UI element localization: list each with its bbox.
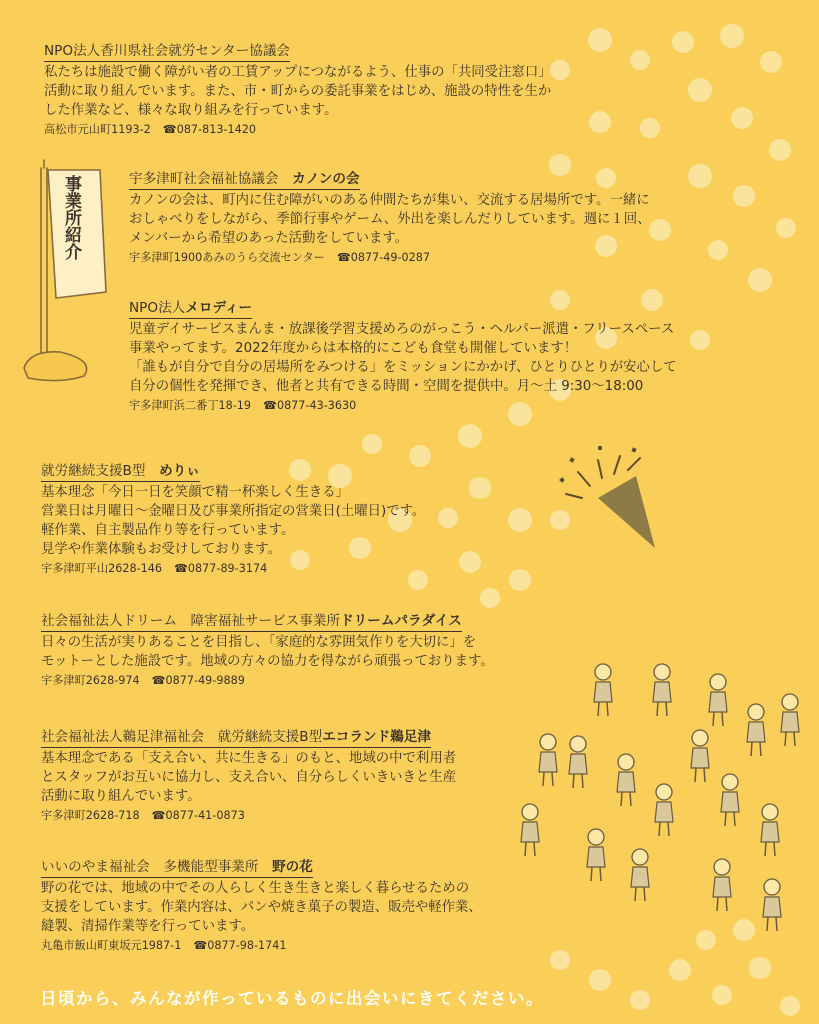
polka-dot [672,31,694,53]
facility-description [41,483,425,559]
description-line: 活動に取り組んでいます。 [41,789,201,804]
facility-description [129,320,677,396]
facility-address: 宇多津町1900あみのうら交流センター [129,251,325,264]
facility-title [129,298,252,319]
polka-dot [458,424,482,448]
facility-contact [41,560,425,577]
facility-phone: ☎0877-41-0873 [151,809,245,822]
facility-contact [129,249,651,266]
description-line: メンバーから希望のあった活動をしています。 [129,231,409,246]
description-line: した作業など、様々な取り組みを行っています。 [44,103,338,118]
polka-dot [669,959,691,981]
description-line: 日々の生活が実りあることを目指し、「家庭的な雰囲気作りを大切に」を [41,635,477,650]
description-line: 「誰もが自分で自分の居場所をみつける」をミッションにかかげ、ひとりひとりが安心して [129,360,677,375]
polka-dot [469,477,491,499]
facility-address: 丸亀市飯山町東坂元1987-1 [41,939,182,952]
polka-dot [630,990,650,1010]
person-figure [721,774,739,826]
facility-entry [41,857,482,954]
party-popper-icon [559,446,655,548]
facility-address: 高松市元山町1193-2 [44,123,151,136]
facility-org: 社会福祉法人ドリーム 障害福祉サービス事業所 [41,613,341,629]
person-figure [781,694,799,746]
description-line: 基本理念「今日一日を笑顔で精一杯楽しく生きる」 [41,485,349,500]
facility-title [41,857,313,878]
facility-description [41,749,456,806]
description-line: カノンの会は、町内に住む障がいのある仲間たちが集い、交流する居場所です。一緒に [129,193,650,208]
description-line: モットーとした施設です。地域の方々の協力を得ながら頑張っております。 [41,654,494,669]
polka-dot [630,50,650,70]
facility-contact [41,672,494,689]
polka-dot [760,51,782,73]
polka-dot [708,240,728,260]
person-figure [713,859,731,911]
description-line: 見学や作業体験もお受けしております。 [41,542,281,557]
description-line: 支援をしています。作業内容は、パンや焼き菓子の製造、販売や軽作業、 [41,900,482,915]
facility-name: 野の花 [272,859,313,875]
polka-dot [640,118,660,138]
polka-dot [690,330,710,350]
facility-phone: ☎0877-49-0287 [336,251,431,264]
polka-dot [748,268,772,292]
polka-dot [720,24,744,48]
polka-dot [780,996,800,1016]
facility-title [41,611,462,632]
facility-contact [41,807,456,824]
polka-dot [362,434,382,454]
description-line: 活動に取り組んでいます。また、市・町からの委託事業をはじめ、施設の特性を生か [44,84,552,99]
person-figure [761,804,779,856]
facility-org: 就労継続支援B型 [41,463,160,479]
facility-org: 宇多津町社会福祉協議会 [129,171,293,187]
facility-phone: ☎087-813-1420 [162,123,256,136]
facility-title [44,41,290,62]
facility-entry [44,41,552,138]
person-figure [587,829,605,881]
facility-description [44,63,552,120]
polka-dot [776,218,796,238]
polka-dot [749,957,771,979]
facility-contact [129,397,677,414]
description-line: 基本理念である「支え合い、共に生きる」のもと、地域の中で利用者 [41,751,457,766]
polka-dot [589,969,611,991]
person-figure [617,754,635,806]
facility-contact [44,121,552,138]
polka-dot [550,510,570,530]
polka-dot [588,28,612,52]
polka-dot [733,919,755,941]
facility-name: ドリームパラダイス [340,613,462,629]
facility-entry [41,611,494,689]
facility-phone: ☎0877-98-1741 [193,939,287,952]
description-line: 自分の個性を発揮でき、他者と共有できる時間・空間を提供中。月～土 9:30～18:00 [129,379,644,394]
description-line: 営業日は月曜日～金曜日及び事業所指定の営業日(土曜日)です。 [41,504,426,519]
polka-dot [550,950,570,970]
person-figure [691,730,709,782]
polka-dot [589,111,611,133]
person-figure [655,784,673,836]
facility-entry [41,461,425,577]
polka-dot [731,107,753,129]
description-line: 児童デイサービスまんま・放課後学習支援めろのがっこう・ヘルパー派遣・フリースペース [129,322,675,337]
polka-dot [550,60,570,80]
person-figure [709,674,727,726]
person-figure [594,664,612,716]
description-line: おしゃべりをしながら、季節行事やゲーム、外出を楽しんだりしています。週に１回、 [129,212,651,227]
polka-dot [509,569,531,591]
people-crowd-icon [521,664,799,931]
description-line: 私たちは施設で働く障がい者の工賃アップにつながるよう、仕事の「共同受注窓口」 [44,65,552,80]
polka-dot [712,985,732,1005]
polka-dot [688,78,712,102]
facility-description [41,879,482,936]
facility-org: いいのやま福祉会 多機能型事業所 [41,859,273,875]
person-figure [569,736,587,788]
facility-entry [129,169,651,266]
person-figure [763,879,781,931]
description-line: 事業やってます。2022年度からは本格的にこども食堂も開催しています！ [129,341,578,356]
polka-dot [649,219,671,241]
facility-address: 宇多津町2628-718 [41,809,140,822]
facility-name: めりぃ [159,463,200,479]
person-figure [521,804,539,856]
footer-message: 日頃から、みんなが作っているものに出会いにきてください。 [40,989,544,1008]
facility-name: エコランド鵜足津 [322,729,431,745]
facility-org: NPO法人 [129,300,186,316]
facility-name: カノンの会 [292,171,360,187]
facility-address: 宇多津町2628-974 [41,674,140,687]
facility-org: NPO法人香川県社会就労センター協議会 [44,43,291,59]
facility-name: メロディー [185,300,253,316]
banner-label: 事業所紹介 [61,175,81,260]
polka-dot [459,551,481,573]
facility-entry [129,298,677,414]
person-figure [747,704,765,756]
person-figure [631,849,649,901]
facility-title [129,169,360,190]
polka-dot [769,139,791,161]
facility-phone: ☎0877-89-3174 [174,562,268,575]
facility-contact [41,937,482,954]
facility-phone: ☎0877-49-9889 [151,674,245,687]
facility-address: 宇多津町平山2628-146 [41,562,162,575]
person-figure [539,734,557,786]
person-figure [653,664,671,716]
facility-org: 社会福祉法人鵜足津福祉会 就労継続支援B型 [41,729,323,745]
facility-description [129,191,651,248]
facility-entry [41,727,456,824]
description-line: 縫製、清掃作業等を行っています。 [41,919,255,934]
facility-description [41,633,494,671]
polka-dot [508,508,532,532]
facility-title [41,461,200,482]
polka-dot [480,588,500,608]
description-line: とスタッフがお互いに協力し、支え合い、自分らしくいきいきと生産 [41,770,457,785]
polka-dot [696,930,716,950]
facility-address: 宇多津町浜二番丁18-19 [129,399,252,412]
polka-dot [733,185,755,207]
description-line: 野の花では、地域の中でその人らしく生き生きと楽しく暮らせるための [41,881,470,896]
polka-dot [688,164,712,188]
facility-phone: ☎0877-43-3630 [263,399,357,412]
description-line: 軽作業、自主製品作り等を行っています。 [41,523,295,538]
facility-title [41,727,431,748]
polka-dot [438,508,458,528]
